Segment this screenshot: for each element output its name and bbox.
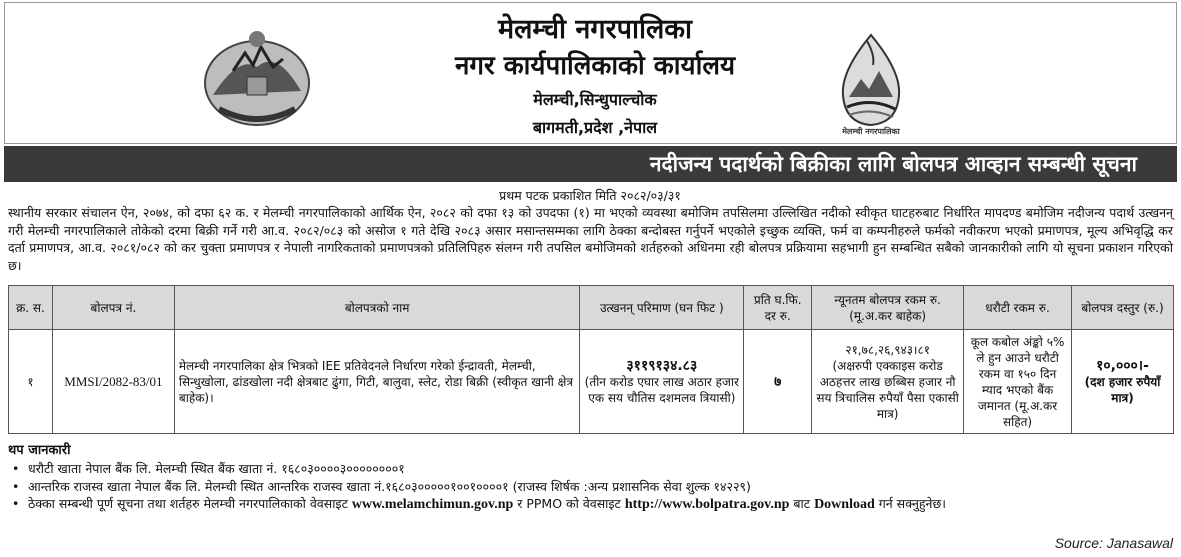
header-rate: प्रति घ.फि. दर रु. <box>744 286 812 330</box>
intro-paragraph: स्थानीय सरकार संचालन ऐन, २०७४, को दफा ६२ क. र मेलम्ची नगरपालिकाको आर्थिक ऐन, २०८२ को दफा १३ को उपदफा (१) मा भएको व्यवस्था बमोजिम तपसिलमा उल्लिखित नदीको स्वीकृत घाटहरुबाट निर्धारित मापदण्ड बमोजिम नदीजन्य पदार्थ उत्खनन् गरी मेलम्ची नगरपालिकाले तोकेको दरमा बिक्री गर्ने गरी आ.व. २०८२/०८३ को असोज १ गते देखि २०८३ असार मसान्तसम्मका लागि ठेक्का बन्दोबस्त गर्नुपर्ने भएकोले इच्छुक व्यक्ति, फर्म वा कम्पनीहरुले फर्मको नवीकरण भएको प्रमाणपत्र, मूल्य अभिवृद्धि कर दर्ता प्रमाणपत्र, आ.व. २०८१/०८२ को कर चुक्ता प्रमाणपत्र र नेपाली नागरिकताको प्रमाणपत्रको प्रतिलिपिहरु संलग्न गरी तपसिल बमोजिमको शर्तहरुको अधिनमा रही बोलपत्र प्रक्रियामा सहभागी हुन सम्बन्धित सबैको जानकारीको लागि यो सूचना प्रकाशन गरिएको छ। <box>8 205 1173 273</box>
municipality-logo-icon <box>831 31 911 139</box>
cell-deposit: कूल कबोल अंङ्को ५% ले हुन आउने धरौटी रकम वा १५० दिन म्याद भएको बैंक जमानत (मू.अ.कर सहित) <box>964 330 1072 434</box>
source-credit: Source: Janasawal <box>1054 535 1173 551</box>
further-info-list <box>8 460 1173 514</box>
fee-value: १०,०००।- <box>1096 357 1149 374</box>
quantity-words: (तीन करोड एघार लाख अठार हजार एक सय चौतिस दशमलव त्रियासी) <box>584 374 739 405</box>
cell-sn: १ <box>9 330 53 434</box>
table-row <box>9 330 1174 434</box>
org-province: बागमती,प्रदेश ,नेपाल <box>532 118 658 137</box>
header-quantity: उत्खनन् परिमाण (घन फिट ) <box>580 286 744 330</box>
nepal-emblem-icon <box>199 25 315 129</box>
cell-tender-number: MMSI/2082-83/01 <box>52 330 174 434</box>
table-header-row <box>9 286 1174 330</box>
header-tender-name: बोलपत्रको नाम <box>174 286 580 330</box>
info-deposit-account: धरौटी खाता नेपाल बैंक लि. मेलम्ची स्थित बैंक खाता नं. १६८०३००००३००००००००१ <box>28 461 405 476</box>
header <box>4 2 1177 144</box>
header-min-amount: न्यूनतम बोलपत्र रकम रु. (मू.अ.कर बाहेक) <box>812 286 964 330</box>
list-item: • धरौटी खाता नेपाल बैंक लि. मेलम्ची स्थित बैंक खाता नं. १६८०३००००३००००००००१ <box>12 461 405 476</box>
info-website-middle: र PPMO को वेवसाइट <box>517 496 621 511</box>
tender-table <box>8 285 1174 434</box>
ppmo-website-link[interactable]: http://www.bolpatra.gov.np <box>624 497 790 512</box>
info-website-middle2: बाट <box>793 496 811 511</box>
notice-banner: नदीजन्य पदार्थको बिक्रीका लागि बोलपत्र आव्हान सम्बन्धी सूचना <box>4 146 1177 182</box>
municipality-website-link[interactable]: www.melamchimun.gov.np <box>351 497 514 512</box>
cell-fee <box>1072 330 1174 434</box>
header-fee: बोलपत्र दस्तुर (रु.) <box>1072 286 1174 330</box>
cell-quantity <box>580 330 744 434</box>
quantity-value: ३११९१३४.८३ <box>626 357 698 374</box>
further-info-heading: थप जानकारी <box>8 443 71 458</box>
cell-min-amount <box>812 330 964 434</box>
download-word: Download <box>814 497 875 512</box>
list-item: • ठेक्का सम्बन्धी पूर्ण सूचना तथा शर्तहरु मेलम्ची नगरपालिकाको वेवसाइट www.melamchimun.gov.np र PPMO को वेवसाइट http://www.bolpatra.gov.np बाट Download गर्न सक्नुहुनेछ। <box>12 496 946 512</box>
header-sn: क्र. स. <box>9 286 53 330</box>
cell-rate: ७ <box>744 330 812 434</box>
org-title: मेलम्ची नगरपालिका <box>497 14 693 45</box>
list-item: • आन्तरिक राजस्व खाता नेपाल बैंक लि. मेलम्ची स्थित आन्तरिक राजस्व खाता नं.१६८०३०००००१००१००००१ (राजस्व शिर्षक :अन्य प्रशासनिक सेवा शुल्क १४२२९) <box>12 478 751 494</box>
logo-caption: मेलम्ची नगरपालिका <box>842 127 900 136</box>
org-subtitle: नगर कार्यपालिकाको कार्यालय <box>454 51 736 81</box>
org-address: मेलम्ची,सिन्धुपाल्चोक <box>533 90 657 109</box>
header-deposit: धरौटी रकम रु. <box>964 286 1072 330</box>
min-amount-words: (अक्षरुपी एक्काइस करोड अठहत्तर लाख छब्बिस हजार नौ सय त्रिचालिस रुपैयाँ पैसा एकासी मात्र) <box>816 358 959 421</box>
min-amount-value: २१,७८,२६,९४३।८१ <box>845 342 930 357</box>
fee-words: (दश हजार रुपैयाँ मात्र) <box>1084 374 1161 405</box>
info-website-before: ठेक्का सम्बन्धी पूर्ण सूचना तथा शर्तहरु मेलम्ची नगरपालिकाको वेवसाइट <box>28 496 348 511</box>
publication-date: प्रथम पटक प्रकाशित मिति २०८२/०३/३१ <box>499 188 681 203</box>
header-tender-number: बोलपत्र नं. <box>52 286 174 330</box>
info-website-after: गर्न सक्नुहुनेछ। <box>878 496 946 511</box>
cell-tender-name: मेलम्ची नगरपालिका क्षेत्र भित्रको IEE प्रतिवेदनले निर्धारण गरेको ईन्द्रावती, मेलम्ची, सिन्धुखोला, ढांडखोला नदी क्षेत्रबाट ढुंगा, गिटी, बालुवा, स्लेट, रोडा बिक्री (स्वीकृत खानी क्षेत्र बाहेक)। <box>174 330 580 434</box>
info-revenue-account: आन्तरिक राजस्व खाता नेपाल बैंक लि. मेलम्ची स्थित आन्तरिक राजस्व खाता नं.१६८०३०००००१००१००००१ (राजस्व शिर्षक :अन्य प्रशासनिक सेवा शुल्क १४२२९) <box>28 478 751 494</box>
